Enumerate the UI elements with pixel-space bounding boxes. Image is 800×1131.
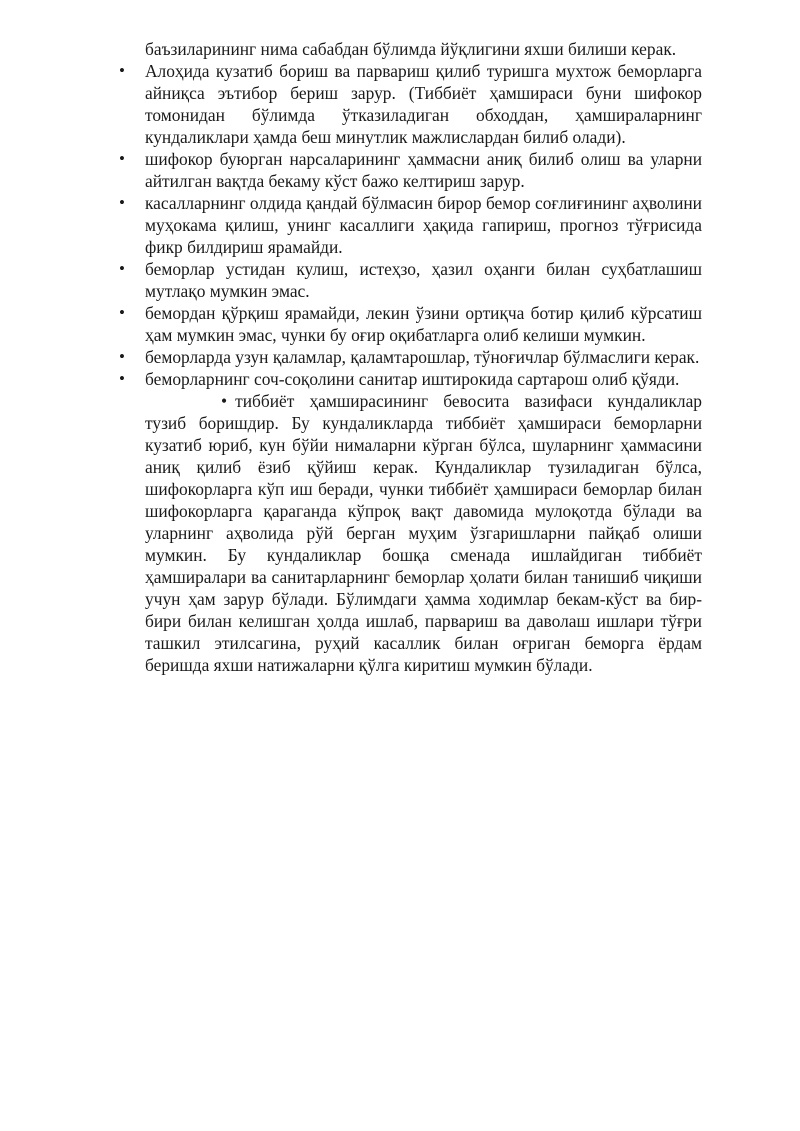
bullet-icon: •: [119, 347, 125, 366]
bullet-icon: •: [119, 61, 125, 80]
bullet-icon: •: [119, 369, 125, 388]
list-item: [119, 192, 702, 258]
list-item: [119, 302, 702, 346]
list-item-text: шифокор буюрган нарсаларининг ҳаммасни аниқ билиб олиш ва уларни айтилган вақтда бекаму кўст бажо келтириш зарур.: [145, 149, 702, 191]
list-item-text: беморларнинг соч-соқолини санитар иштирокида сартарош олиб қўяди.: [145, 369, 680, 389]
list-item-text: беморларда узун қаламлар, қаламтарошлар, тўноғичлар бўлмаслиги керак.: [145, 347, 700, 367]
list-item-text: касалларнинг олдида қандай бўлмасин бирор бемор соғлиғининг аҳволини муҳокама қилиш, унинг касаллиги ҳақида гапириш, прогноз тўғрисида фикр билдириш ярамайди.: [145, 193, 702, 257]
list-item: [119, 60, 702, 148]
list-item: [119, 346, 702, 368]
list-item-text: беморлар устидан кулиш, истеҳзо, ҳазил оҳанги билан суҳбатлашиш мутлақо мумкин эмас.: [145, 259, 702, 301]
list-item-text: бемордан қўрқиш ярамайди, лекин ўзини ортиқча ботир қилиб кўрсатиш ҳам мумкин эмас, чунки бу оғир оқибатларга олиб келиши мумкин.: [145, 303, 702, 345]
bullet-icon: •: [119, 193, 125, 212]
bullet-list: [119, 60, 702, 390]
bullet-icon: •: [221, 391, 228, 411]
list-item: [119, 368, 702, 390]
bullet-icon: •: [119, 149, 125, 168]
closing-paragraph-text: тиббиёт ҳамширасининг бевосита вазифаси кундаликлар тузиб боришдир. Бу кундаликларда тиббиёт ҳамшираси беморларни кузатиб юриб, кун бўйи нималарни кўрган бўлса, шуларнинг ҳаммасини аниқ қилиб ёзиб қўйиш керак. Кундаликлар тузиладиган бўлса, шифокорларга кўп иш беради, чунки тиббиёт ҳамшираси беморлар билан шифокорларга қараганда кўпроқ вақт давомида мулоқотда бўлади ва уларнинг аҳволида рўй берган муҳим ўзгаришларни пайқаб олиши мумкин. Бу кундаликлар бошқа сменада ишлайдиган тиббиёт ҳамширалари ва санитарларнинг беморлар ҳолати билан танишиб чиқиши учун ҳам зарур бўлади. Бўлимдаги ҳамма ходимлар бекам-кўст ва бир-бири билан келишган ҳолда ишлаб, парвариш ва даволаш ишлари тўғри ташкил этилсагина, руҳий касаллик билан оғриган беморга ёрдам беришда яхши натижаларни қўлга киритиш мумкин бўлади.: [145, 391, 702, 675]
list-item-text: Алоҳида кузатиб бориш ва парвариш қилиб туришга мухтож беморларга айниқса эътибор бериш зарур. (Тиббиёт ҳамшираси буни шифокор томонидан бўлимда ўтказиладиган обходдан, ҳамшираларнинг кундаликлари ҳамда беш минутлик мажлислардан билиб олади).: [145, 61, 702, 147]
closing-paragraph: [145, 390, 702, 676]
list-item: [119, 148, 702, 192]
bullet-icon: •: [119, 259, 125, 278]
list-item: [119, 258, 702, 302]
bullet-icon: •: [119, 303, 125, 322]
intro-continuation-paragraph: баъзиларининг нима сабабдан бўлимда йўқлигини яхши билиши керак.: [145, 39, 677, 59]
text-column: [119, 38, 702, 676]
